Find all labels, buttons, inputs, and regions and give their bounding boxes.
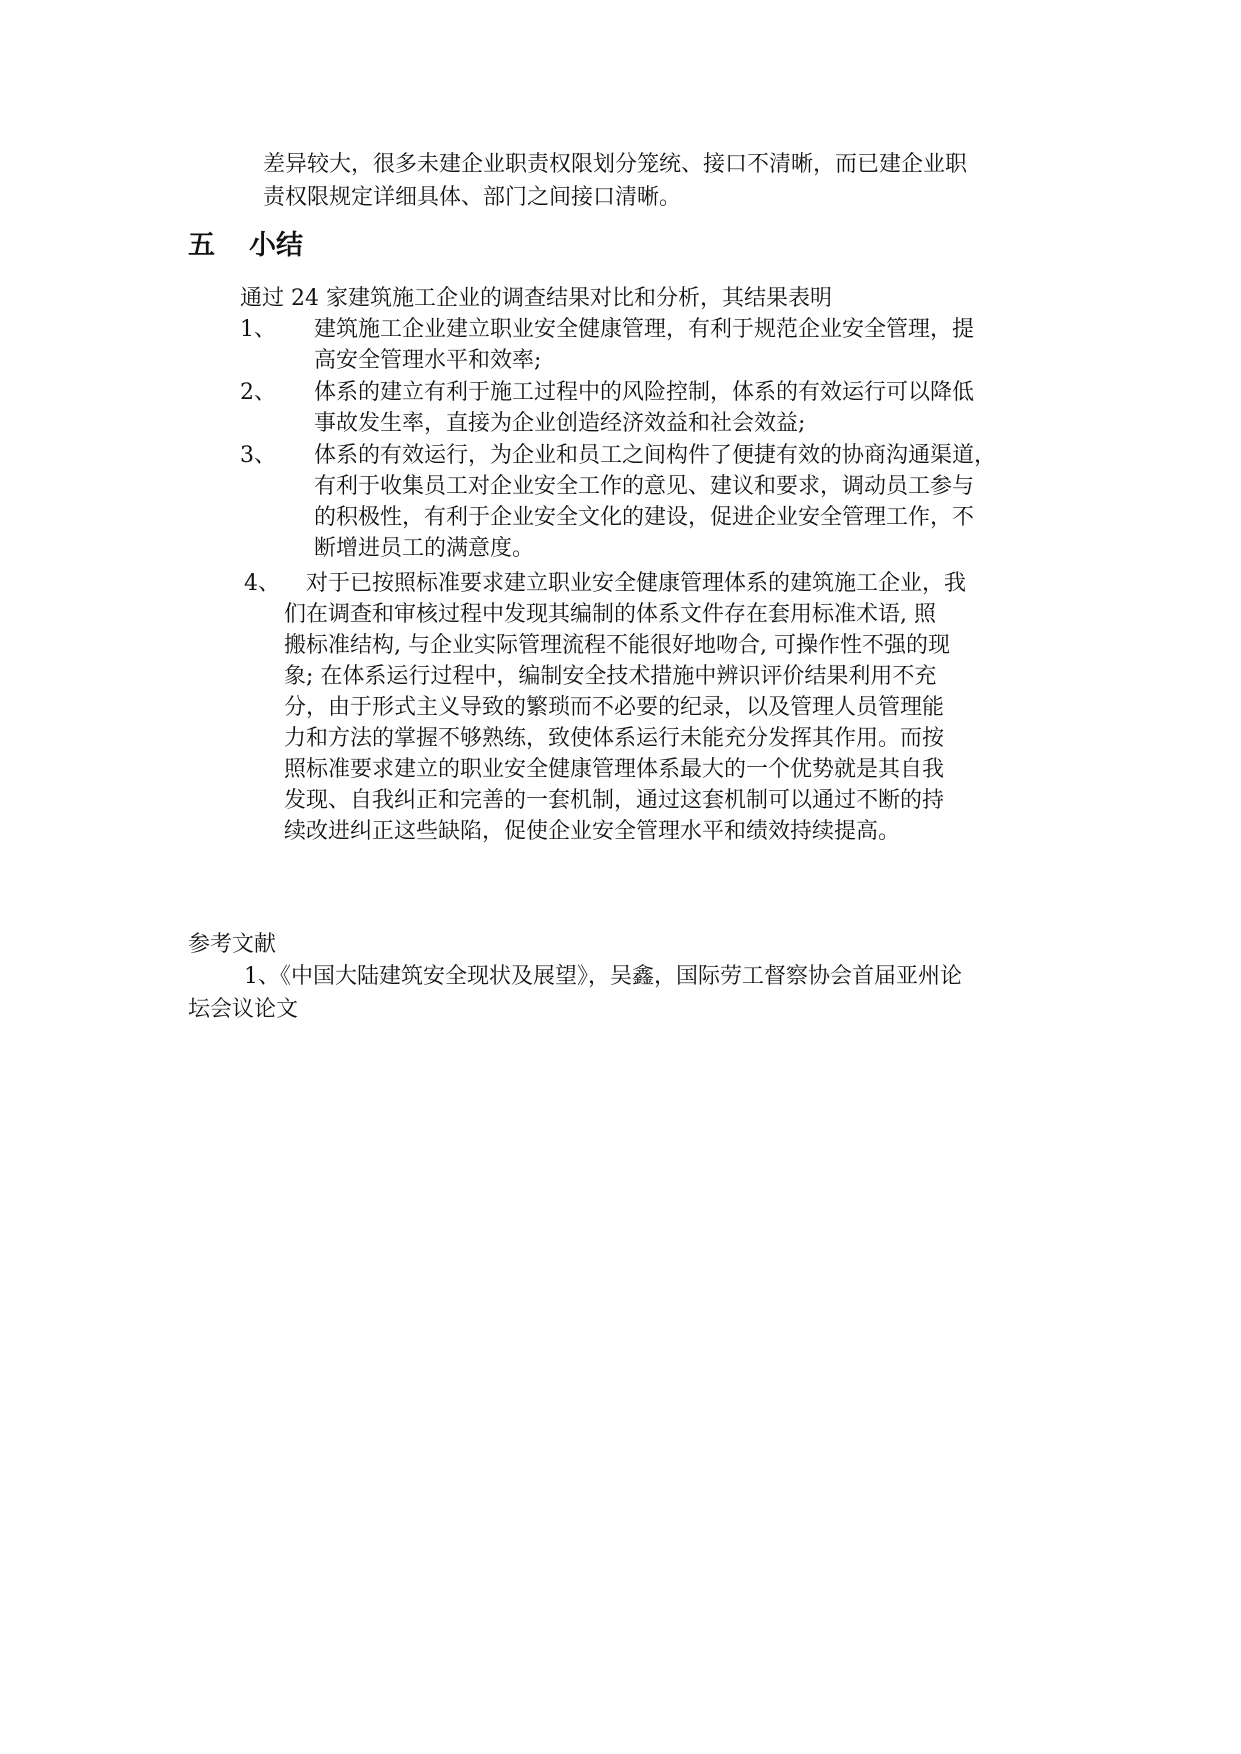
reference-item [188, 960, 962, 1026]
list-marker: 3、 [240, 443, 276, 468]
list-item-body [314, 440, 996, 564]
references-title: 参考文献 [188, 932, 277, 957]
list-item-line: 体系的建立有利于施工过程中的风险控制，体系的有效运行可以降低 [314, 380, 975, 405]
list-item-line: 象; 在体系运行过程中，编制安全技术措施中辨识评价结果利用不充 [284, 664, 937, 689]
list-item-line: 对于已按照标准要求建立职业安全健康管理体系的建筑施工企业，我 [306, 571, 967, 596]
paragraph-line: 差异较大，很多未建企业职责权限划分笼统、接口不清晰，而已建企业职 [263, 152, 968, 177]
paragraph-line: 责权限规定详细具体、部门之间接口清晰。 [263, 185, 682, 210]
list-item-line: 的积极性，有利于企业安全文化的建设，促进企业安全管理工作，不 [314, 505, 975, 530]
section-heading [188, 226, 303, 266]
list-item-line: 们在调查和审核过程中发现其编制的体系文件存在套用标准术语, 照 [284, 602, 936, 627]
list-item [240, 440, 996, 564]
list-item [240, 314, 974, 376]
list-marker: 1、 [240, 317, 276, 342]
section-title: 小结 [249, 230, 303, 261]
list-item-line: 有利于收集员工对企业安全工作的意见、建议和要求，调动员工参与 [314, 474, 975, 499]
section-intro: 通过 24 家建筑施工企业的调查结果对比和分析，其结果表明 [240, 286, 832, 311]
continued-paragraph [263, 148, 1063, 214]
list-item-line: 体系的有效运行，为企业和员工之间构件了便捷有效的协商沟通渠道， [314, 443, 997, 468]
section-number: 五 [188, 230, 215, 261]
list-item-line: 照标准要求建立的职业安全健康管理体系最大的一个优势就是其自我 [284, 757, 945, 782]
list-marker: 2、 [240, 380, 276, 405]
reference-line: 坛会议论文 [188, 997, 299, 1022]
list-item-line: 建筑施工企业建立职业安全健康管理，有利于规范企业安全管理，提 [314, 317, 975, 342]
list-item [244, 568, 966, 847]
list-item-line: 高安全管理水平和效率; [314, 348, 542, 373]
reference-line: 1、《中国大陆建筑安全现状及展望》，吴鑫，国际劳工督察协会首届亚州论 [244, 964, 962, 989]
list-item-body [314, 377, 974, 439]
list-item [240, 377, 974, 439]
list-item-line: 搬标准结构, 与企业实际管理流程不能很好地吻合, 可操作性不强的现 [284, 633, 950, 658]
list-marker: 4、 [244, 571, 280, 596]
list-item-line: 续改进纠正这些缺陷，促使企业安全管理水平和绩效持续提高。 [284, 819, 901, 844]
list-item-body [284, 568, 966, 847]
list-item-line: 断增进员工的满意度。 [314, 536, 535, 561]
list-item-line: 发现、自我纠正和完善的一套机制，通过这套机制可以通过不断的持 [284, 788, 945, 813]
list-item-body [314, 314, 974, 376]
list-item-line: 分，由于形式主义导致的繁琐而不必要的纪录，以及管理人员管理能 [284, 695, 945, 720]
list-item-line: 事故发生率，直接为企业创造经济效益和社会效益; [314, 411, 806, 436]
list-item-line: 力和方法的掌握不够熟练，致使体系运行未能充分发挥其作用。而按 [284, 726, 945, 751]
